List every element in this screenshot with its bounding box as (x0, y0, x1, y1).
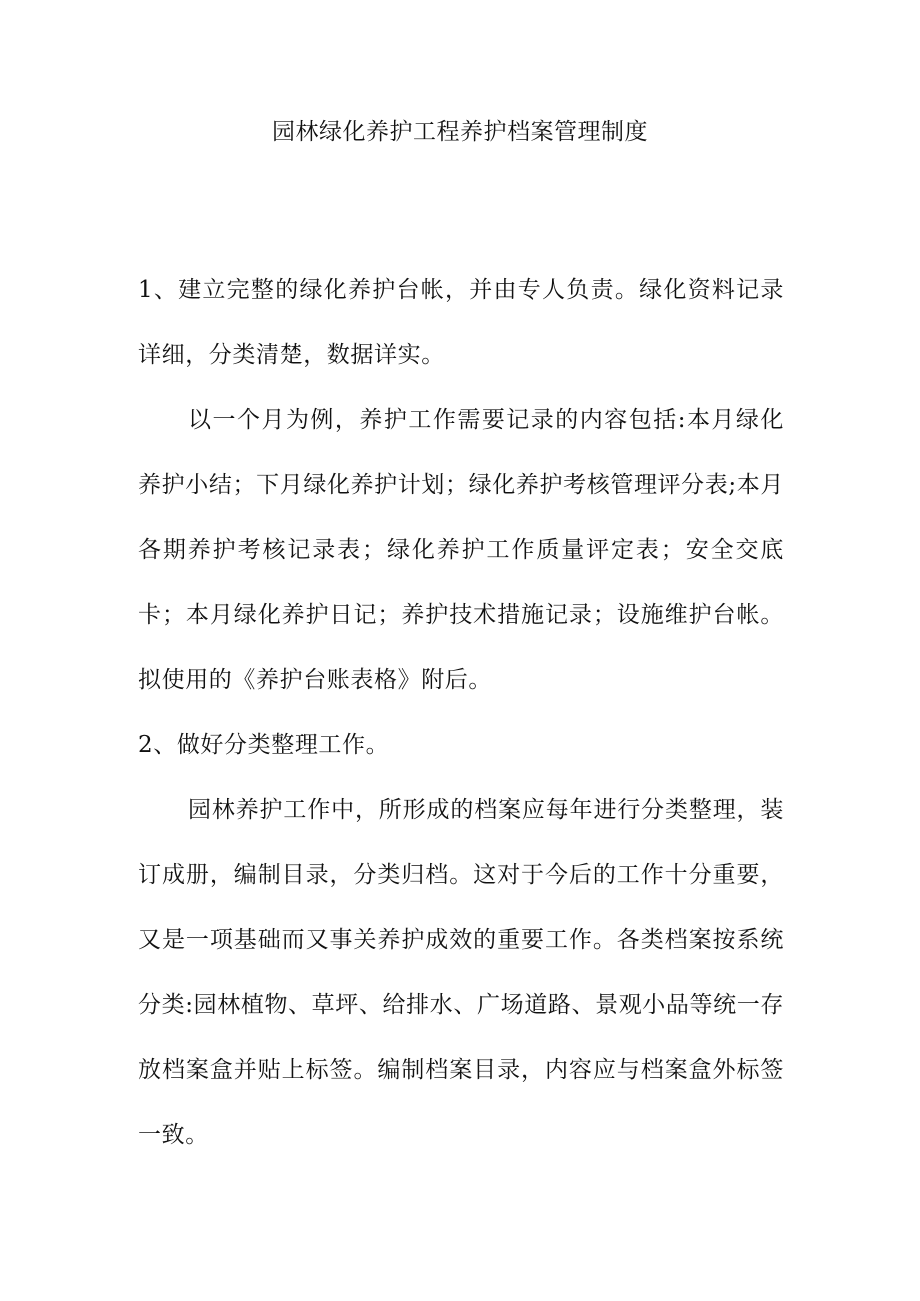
document-body (138, 258, 784, 1168)
paragraph-archive-classification: 园林养护工作中，所形成的档案应每年进行分类整理，装订成册，编制目录，分类归档。这对于今后的工作十分重要，又是一项基础而又事关养护成效的重要工作。各类档案按系统分类:园林植物、草坪、给排水、广场道路、景观小品等统一存放档案盒并贴上标签。编制档案目录，内容应与档案盒外标签一致。 (138, 797, 784, 1148)
paragraph-section-1-heading: 1、建立完整的绿化养护台帐，并由专人负责。绿化资料记录详细，分类清楚，数据详实。 (138, 277, 784, 368)
paragraph-monthly-records: 以一个月为例，养护工作需要记录的内容包括:本月绿化养护小结；下月绿化养护计划；绿化养护考核管理评分表;本月各期养护考核记录表；绿化养护工作质量评定表；安全交底卡；本月绿化养护日记；养护技术措施记录；设施维护台帐。拟使用的《养护台账表格》附后。 (138, 407, 784, 693)
paragraph-section-2-heading: 2、做好分类整理工作。 (138, 732, 390, 758)
document-title: 园林绿化养护工程养护档案管理制度 (272, 119, 648, 145)
